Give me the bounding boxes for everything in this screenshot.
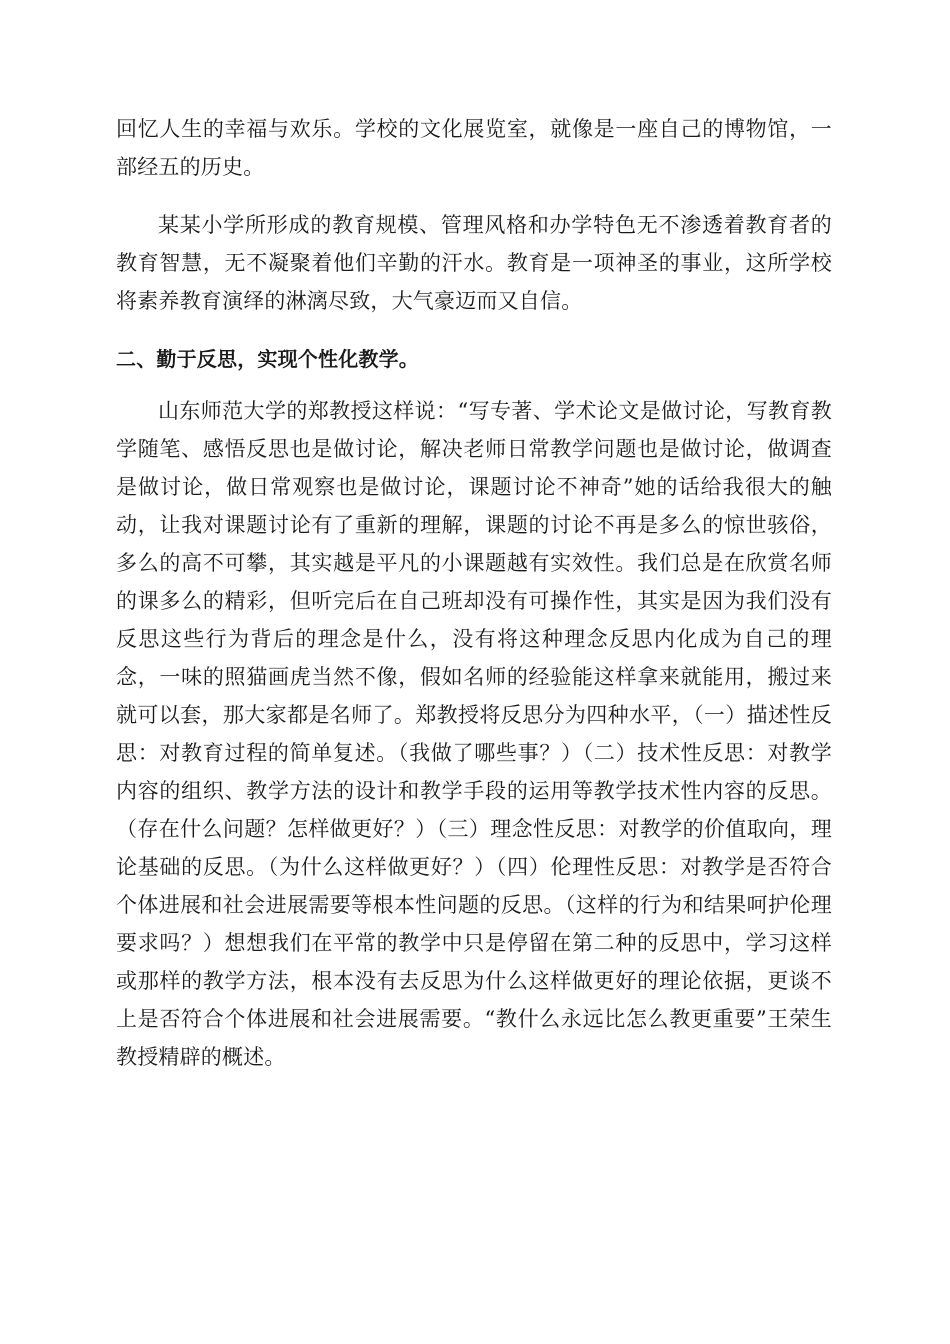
section-heading: 二、勤于反思，实现个性化教学。: [116, 347, 419, 371]
paragraph-continuation: 回忆人生的幸福与欢乐。学校的文化展览室，就像是一座自己的博物馆，一部经五的历史。: [116, 117, 832, 179]
paragraph-school-features: 某某小学所形成的教育规模、管理风格和办学特色无不渗透着教育者的教育智慧，无不凝聚着他们辛勤的汗水。教育是一项神圣的事业，这所学校将素养教育演绎的淋漓尽致，大气豪迈而又自信。: [116, 213, 832, 313]
paragraph-reflection: 山东师范大学的郑教授这样说：“写专著、学术论文是做讨论，写教育教学随笔、感悟反思也是做讨论，解决老师日常教学问题也是做讨论，做调查是做讨论，做日常观察也是做讨论，课题讨论不神奇”她的话给我很大的触动，让我对课题讨论有了重新的理解，课题的讨论不再是多么的惊世骇俗，多么的高不可攀，其实越是平凡的小课题越有实效性。我们总是在欣赏名师的课多么的精彩，但听完后在自己班却没有可操作性，其实是因为我们没有反思这些行为背后的理念是什么，没有将这种理念反思内化成为自己的理念，一味的照猫画虎当然不像，假如名师的经验能这样拿来就能用，搬过来就可以套，那大家都是名师了。郑教授将反思分为四种水平，（一）描述性反思：对教育过程的简单复述。（我做了哪些事？）（二）技术性反思：对教学内容的组织、教学方法的设计和教学手段的运用等教学技术性内容的反思。（存在什么问题？怎样做更好？）（三）理念性反思：对教学的价值取向，理论基础的反思。（为什么这样做更好？）（四）伦理性反思：对教学是否符合个体进展和社会进展需要等根本性问题的反思。（这样的行为和结果呵护伦理要求吗？）想想我们在平常的教学中只是停留在第二种的反思中，学习这样或那样的教学方法，根本没有去反思为什么这样做更好的理论依据，更谈不上是否符合个体进展和社会进展需要。“教什么永远比怎么教更重要”王荣生教授精辟的概述。: [116, 399, 832, 1069]
document-page: [116, 110, 832, 1096]
